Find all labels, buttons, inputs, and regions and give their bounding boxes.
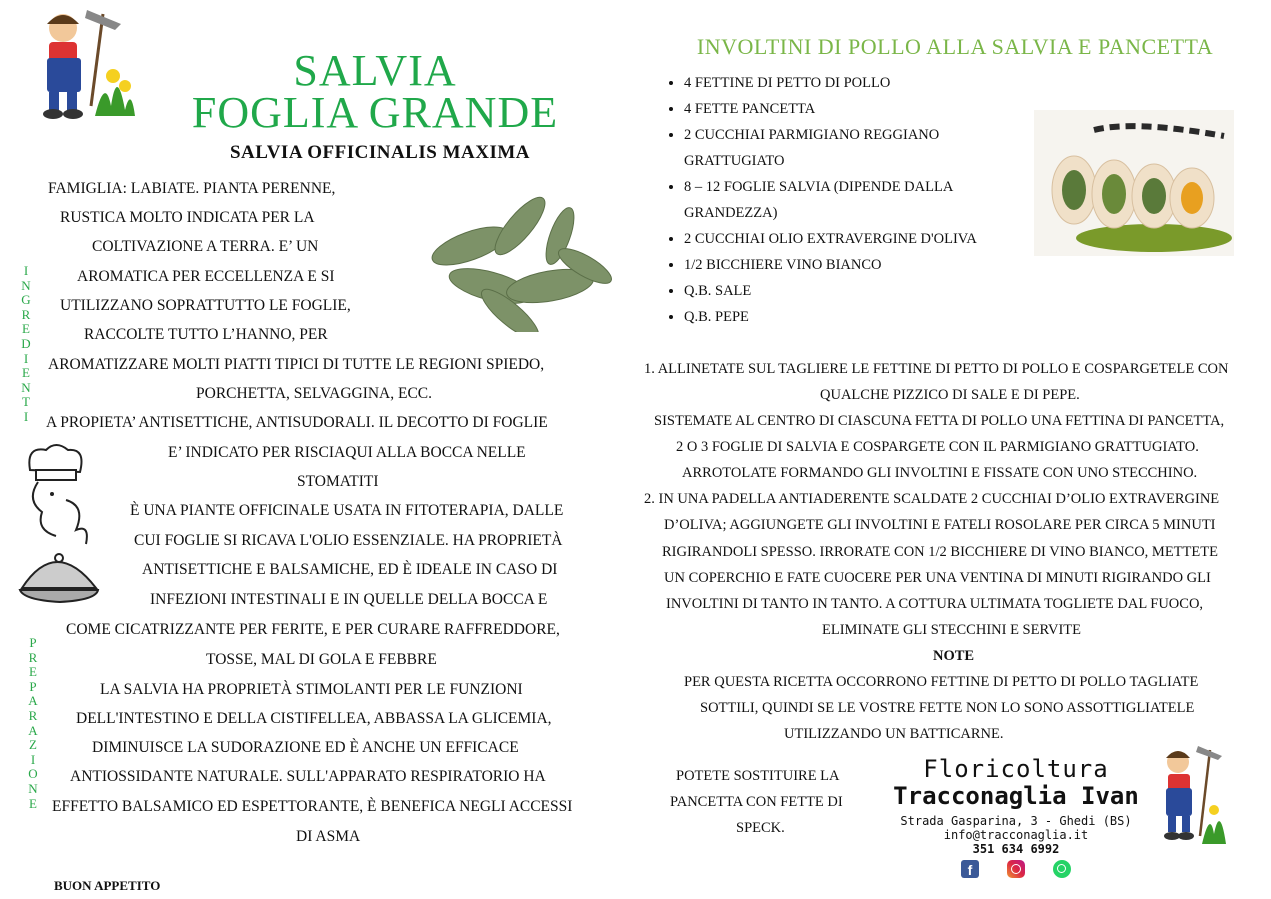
description-line: COLTIVAZIONE A TERRA. E’ UN bbox=[92, 238, 319, 255]
step-2-line: ELIMINATE GLI STECCHINI E SERVITE bbox=[822, 622, 1081, 638]
vertical-letter: E bbox=[29, 664, 37, 680]
description-line: TOSSE, MAL DI GOLA E FEBBRE bbox=[206, 651, 437, 668]
description-line: COME CICATRIZZANTE PER FERITE, E PER CURARE RAFFREDDORE, bbox=[66, 621, 560, 638]
tip-line: SPECK. bbox=[736, 820, 785, 836]
step-1-line: 1. ALLINETATE SUL TAGLIERE LE FETTINE DI PETTO DI POLLO E COSPARGETELE CON bbox=[644, 361, 1229, 377]
address: Strada Gasparina, 3 - Ghedi (BS) bbox=[900, 814, 1132, 828]
step-1-line: SISTEMATE AL CENTRO DI CIASCUNA FETTA DI POLLO UNA FETTINA DI PANCETTA, bbox=[654, 413, 1225, 429]
step-1-line: QUALCHE PIZZICO DI SALE E DI PEPE. bbox=[820, 387, 1080, 403]
list-item: • Q.B. PEPE bbox=[684, 304, 1044, 330]
farmer-mascot-illustration-small bbox=[1152, 744, 1230, 846]
description-line: RUSTICA MOLTO INDICATA PER LA bbox=[60, 209, 315, 226]
vertical-letter: I bbox=[23, 408, 29, 424]
description-line: RACCOLTE TUTTO L’HANNO, PER bbox=[84, 326, 328, 343]
note-line: SOTTILI, QUINDI SE LE VOSTRE FETTE NON LO SONO ASSOTTIGLIATELE bbox=[700, 700, 1195, 716]
description-line: A PROPIETA’ ANTISETTICHE, ANTISUDORALI. IL DECOTTO DI FOGLIE bbox=[46, 414, 548, 431]
tip-line: POTETE SOSTITUIRE LA bbox=[676, 768, 840, 784]
instagram-icon[interactable] bbox=[1007, 860, 1025, 878]
description-line: È UNA PIANTE OFFICINALE USATA IN FITOTERAPIA, DALLE bbox=[130, 502, 564, 519]
description-line: UTILIZZANO SOPRATTUTTO LE FOGLIE, bbox=[60, 297, 351, 314]
logo-line-2: Tracconaglia Ivan bbox=[893, 782, 1139, 810]
email-address: info@tracconaglia.it bbox=[943, 828, 1089, 842]
description-line: E’ INDICATO PER RISCIAQUI ALLA BOCCA NELLE bbox=[168, 444, 526, 461]
list-item: • Q.B. SALE bbox=[684, 278, 1044, 304]
vertical-letter: E bbox=[29, 795, 37, 811]
vertical-letter: N bbox=[21, 277, 31, 293]
vertical-letter: I bbox=[30, 751, 36, 767]
title-line-1: SALVIA bbox=[293, 46, 457, 95]
step-1-line: ARROTOLATE FORMANDO GLI INVOLTINI E FISSATE CON UNO STECCHINO. bbox=[682, 465, 1198, 481]
title-line-2: FOGLIA GRANDE bbox=[191, 88, 559, 137]
vertical-letter: P bbox=[29, 678, 37, 694]
vertical-letter: R bbox=[28, 649, 38, 665]
phone-number: 351 634 6992 bbox=[972, 842, 1060, 856]
list-item: • 4 FETTINE DI PETTO DI POLLO bbox=[684, 70, 1044, 96]
vertical-letter: R bbox=[28, 707, 38, 723]
vertical-letter: G bbox=[21, 292, 31, 308]
list-item: • 4 FETTE PANCETTA bbox=[684, 96, 1044, 122]
page-subtitle: SALVIA OFFICINALIS MAXIMA bbox=[229, 142, 530, 163]
company-logo bbox=[876, 756, 1156, 878]
note-line: PER QUESTA RICETTA OCCORRONO FETTINE DI PETTO DI POLLO TAGLIATE bbox=[684, 674, 1199, 690]
description-line: AROMATIZZARE MOLTI PIATTI TIPICI DI TUTTE LE REGIONI SPIEDO, bbox=[48, 356, 545, 373]
description-line: ANTISETTICHE E BALSAMICHE, ED È IDEALE IN CASO DI bbox=[142, 561, 558, 578]
closing-greeting: BUON APPETITO bbox=[54, 878, 161, 893]
note-title: NOTE bbox=[933, 648, 975, 664]
note-line: UTILIZZANDO UN BATTICARNE. bbox=[784, 726, 1004, 742]
description-line: CUI FOGLIE SI RICAVA L'OLIO ESSENZIALE. HA PROPRIETÀ bbox=[134, 532, 563, 549]
description-line: LA SALVIA HA PROPRIETÀ STIMOLANTI PER LE FUNZIONI bbox=[100, 681, 523, 698]
vertical-letter: N bbox=[21, 379, 31, 395]
description-line: DELL'INTESTINO E DELLA CISTIFELLEA, ABBASSA LA GLICEMIA, bbox=[76, 710, 552, 727]
list-item: • 1/2 BICCHIERE VINO BIANCO bbox=[684, 252, 1044, 278]
step-2-line: 2. IN UNA PADELLA ANTIADERENTE SCALDATE 2 CUCCHIAI D’OLIO EXTRAVERGINE bbox=[644, 491, 1220, 507]
list-item: • 2 CUCCHIAI PARMIGIANO REGGIANO GRATTUGIATO bbox=[684, 122, 984, 174]
vertical-letter: R bbox=[21, 306, 31, 322]
vertical-letter: I bbox=[23, 263, 29, 278]
vertical-letter: A bbox=[28, 693, 38, 709]
vertical-letter: P bbox=[29, 635, 37, 650]
tip-line: PANCETTA CON FETTE DI bbox=[670, 794, 843, 810]
description-line: FAMIGLIA: LABIATE. PIANTA PERENNE, bbox=[48, 180, 336, 197]
step-2-line: UN COPERCHIO E FATE CUOCERE PER UNA VENTINA DI MINUTI RIGIRANDO GLI bbox=[664, 570, 1211, 586]
whatsapp-icon[interactable] bbox=[1053, 860, 1071, 878]
description-line: EFFETTO BALSAMICO ED ESPETTORANTE, È BENEFICA NEGLI ACCESSI bbox=[52, 798, 573, 815]
vertical-letter: N bbox=[28, 780, 38, 796]
step-2-line: INVOLTINI DI TANTO IN TANTO. A COTTURA ULTIMATA TOGLIETE DAL FUOCO, bbox=[666, 596, 1204, 612]
vertical-letter: E bbox=[22, 321, 30, 337]
step-2-line: RIGIRANDOLI SPESSO. IRRORATE CON 1/2 BICCHIERE DI VINO BIANCO, METTETE bbox=[662, 544, 1218, 560]
recipe-title: INVOLTINI DI POLLO ALLA SALVIA E PANCETTA bbox=[696, 34, 1214, 59]
description-line: INFEZIONI INTESTINALI E IN QUELLE DELLA BOCCA E bbox=[150, 591, 548, 608]
vertical-letter: A bbox=[28, 722, 38, 738]
logo-line-1: Floricoltura bbox=[923, 755, 1109, 783]
list-item: • 2 CUCCHIAI OLIO EXTRAVERGINE D'OLIVA bbox=[684, 226, 1044, 252]
description-line: ANTIOSSIDANTE NATURALE. SULL'APPARATO RESPIRATORIO HA bbox=[70, 768, 546, 785]
list-item: • 8 – 12 FOGLIE SALVIA (DIPENDE DALLA GRANDEZZA) bbox=[684, 174, 984, 226]
vertical-letter: D bbox=[21, 335, 31, 351]
description-line: PORCHETTA, SELVAGGINA, ECC. bbox=[196, 385, 433, 402]
description-line: DIMINUISCE LA SUDORAZIONE ED È ANCHE UN EFFICACE bbox=[92, 739, 519, 756]
description-line: AROMATICA PER ECCELLENZA E SI bbox=[77, 268, 335, 285]
vertical-letter: I bbox=[23, 350, 29, 366]
description-line: DI ASMA bbox=[296, 828, 361, 845]
vertical-letter: Z bbox=[29, 737, 37, 753]
step-1-line: 2 O 3 FOGLIE DI SALVIA E COSPARGETE CON IL PARMIGIANO GRATTUGIATO. bbox=[676, 439, 1199, 455]
vertical-letter: T bbox=[22, 394, 30, 410]
facebook-icon[interactable]: f bbox=[961, 860, 979, 878]
step-2-line: D’OLIVA; AGGIUNGETE GLI INVOLTINI E FATELI ROSOLARE PER CIRCA 5 MINUTI bbox=[664, 517, 1216, 533]
description-line: STOMATITI bbox=[297, 473, 379, 490]
vertical-letter: O bbox=[28, 766, 38, 782]
vertical-letter: E bbox=[22, 365, 30, 381]
